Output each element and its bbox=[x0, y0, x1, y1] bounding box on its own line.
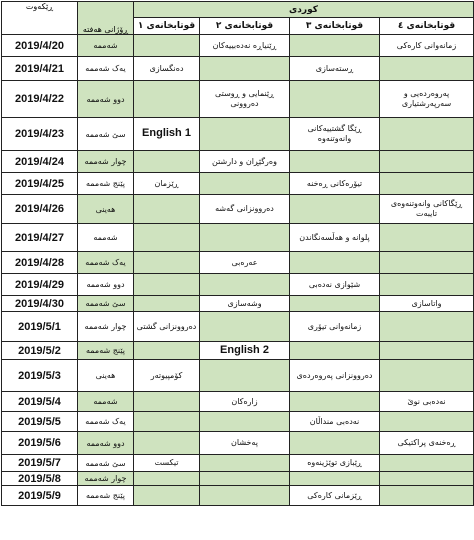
schedule-row bbox=[2, 296, 474, 312]
subject-cell-1 bbox=[134, 35, 200, 57]
channel-header-3: قوتابخانەی ٣ bbox=[290, 18, 380, 35]
header-row-top bbox=[2, 2, 474, 18]
date-cell: 2019/4/21 bbox=[2, 57, 78, 81]
subject-cell-2: دەروونزانی گەشە bbox=[200, 195, 290, 224]
subject-cell-3: پلوانە و هەڵسەنگاندن bbox=[290, 224, 380, 252]
weekday-cell: هەینی bbox=[78, 195, 134, 224]
weekday-cell: چوار شەممە bbox=[78, 312, 134, 342]
subject-cell-1 bbox=[134, 195, 200, 224]
subject-cell-4 bbox=[380, 455, 474, 472]
subject-cell-2: وەرگێڕان و دارشتن bbox=[200, 151, 290, 173]
weekday-cell: شەممە bbox=[78, 35, 134, 57]
date-cell: 2019/5/2 bbox=[2, 342, 78, 360]
schedule-row bbox=[2, 312, 474, 342]
schedule-row bbox=[2, 472, 474, 486]
subject-cell-1 bbox=[134, 472, 200, 486]
subject-cell-4 bbox=[380, 342, 474, 360]
weekday-cell: سێ شەممە bbox=[78, 455, 134, 472]
subject-cell-2: زارەکان bbox=[200, 392, 290, 412]
weekday-cell: چوار شەممە bbox=[78, 472, 134, 486]
subject-cell-4 bbox=[380, 486, 474, 506]
date-cell: 2019/4/24 bbox=[2, 151, 78, 173]
date-cell: 2019/5/3 bbox=[2, 360, 78, 392]
weekday-cell: سێ شەممە bbox=[78, 296, 134, 312]
weekday-cell: پێنج شەممە bbox=[78, 173, 134, 195]
schedule-row bbox=[2, 151, 474, 173]
subject-cell-3 bbox=[290, 35, 380, 57]
subject-cell-3 bbox=[290, 296, 380, 312]
schedule-row bbox=[2, 274, 474, 296]
subject-cell-3: نەدەبی منداڵان bbox=[290, 412, 380, 432]
subject-cell-2 bbox=[200, 173, 290, 195]
channel-header-4: قوتابخانەی ٤ bbox=[380, 18, 474, 35]
subject-cell-3: دەروونزانی پەروەردەی bbox=[290, 360, 380, 392]
subject-cell-4: پەروەردەیی و سەرپەرشتیاری bbox=[380, 81, 474, 118]
subject-cell-2 bbox=[200, 224, 290, 252]
subject-cell-3: تیۆرەکانی ڕەخنە bbox=[290, 173, 380, 195]
schedule-row bbox=[2, 455, 474, 472]
subject-cell-1: دەروونزانی گشتی bbox=[134, 312, 200, 342]
weekday-cell: یەک شەممە bbox=[78, 252, 134, 274]
subject-cell-4: زمانەوانی کارەکی bbox=[380, 35, 474, 57]
subject-cell-4: واتاسازی bbox=[380, 296, 474, 312]
subject-cell-2 bbox=[200, 312, 290, 342]
subject-cell-1 bbox=[134, 412, 200, 432]
subject-cell-2 bbox=[200, 412, 290, 432]
subject-cell-1 bbox=[134, 486, 200, 506]
subject-cell-3 bbox=[290, 342, 380, 360]
subject-cell-1 bbox=[134, 151, 200, 173]
subject-cell-2: وشەسازی bbox=[200, 296, 290, 312]
subject-cell-1 bbox=[134, 252, 200, 274]
weekday-cell: یەک شەممە bbox=[78, 57, 134, 81]
schedule-row bbox=[2, 252, 474, 274]
subject-cell-3: ڕستەسازی bbox=[290, 57, 380, 81]
date-header: ڕێکەوت bbox=[2, 2, 78, 35]
channel-header-1: قوتابخانەی ١ bbox=[134, 18, 200, 35]
date-cell: 2019/4/20 bbox=[2, 35, 78, 57]
subject-cell-1 bbox=[134, 432, 200, 455]
schedule-row bbox=[2, 118, 474, 151]
weekday-cell: پێنج شەممە bbox=[78, 342, 134, 360]
subject-cell-1 bbox=[134, 274, 200, 296]
date-cell: 2019/4/27 bbox=[2, 224, 78, 252]
date-cell: 2019/4/30 bbox=[2, 296, 78, 312]
subject-cell-2 bbox=[200, 455, 290, 472]
date-cell: 2019/4/22 bbox=[2, 81, 78, 118]
weekday-cell: سێ شەممە bbox=[78, 118, 134, 151]
subject-cell-2 bbox=[200, 360, 290, 392]
subject-cell-2: ڕێنمایی و ڕوستی دەروونی bbox=[200, 81, 290, 118]
date-cell: 2019/4/28 bbox=[2, 252, 78, 274]
schedule-row bbox=[2, 81, 474, 118]
subject-cell-1: دەنگسازی bbox=[134, 57, 200, 81]
weekday-cell: هەینی bbox=[78, 360, 134, 392]
subject-cell-1 bbox=[134, 296, 200, 312]
subject-cell-4 bbox=[380, 252, 474, 274]
subject-cell-4 bbox=[380, 312, 474, 342]
date-cell: 2019/4/25 bbox=[2, 173, 78, 195]
weekday-cell: دوو شەممە bbox=[78, 274, 134, 296]
subject-cell-2: پەخشان bbox=[200, 432, 290, 455]
subject-cell-3: ڕێبازی توێژینەوە bbox=[290, 455, 380, 472]
subject-cell-2 bbox=[200, 118, 290, 151]
subject-cell-4 bbox=[380, 224, 474, 252]
subject-cell-1: تیکست bbox=[134, 455, 200, 472]
subject-cell-3 bbox=[290, 195, 380, 224]
subject-cell-4 bbox=[380, 472, 474, 486]
date-cell: 2019/5/4 bbox=[2, 392, 78, 412]
date-cell: 2019/4/26 bbox=[2, 195, 78, 224]
subject-cell-3 bbox=[290, 432, 380, 455]
subject-cell-1: کۆمپیوتەر bbox=[134, 360, 200, 392]
subject-cell-1: English 1 bbox=[134, 118, 200, 151]
date-cell: 2019/5/7 bbox=[2, 455, 78, 472]
subject-cell-1: ڕێزمان bbox=[134, 173, 200, 195]
subject-cell-3 bbox=[290, 472, 380, 486]
subject-cell-4 bbox=[380, 274, 474, 296]
schedule-row bbox=[2, 35, 474, 57]
weekday-cell: شەممە bbox=[78, 392, 134, 412]
subject-cell-4 bbox=[380, 173, 474, 195]
date-cell: 2019/4/23 bbox=[2, 118, 78, 151]
weekday-cell: شەممە bbox=[78, 224, 134, 252]
subject-cell-2: English 2 bbox=[200, 342, 290, 360]
subject-cell-4: ڕەخنەی پراکتیکی bbox=[380, 432, 474, 455]
subject-cell-3: ڕێزمانی کارەکی bbox=[290, 486, 380, 506]
subject-cell-3: شێوازی نەدەبی bbox=[290, 274, 380, 296]
subject-cell-2 bbox=[200, 472, 290, 486]
subject-cell-1 bbox=[134, 224, 200, 252]
subject-cell-3 bbox=[290, 81, 380, 118]
subject-cell-3 bbox=[290, 252, 380, 274]
subject-cell-2: عەرەبی bbox=[200, 252, 290, 274]
schedule-row bbox=[2, 412, 474, 432]
weekday-cell: یەک شەممە bbox=[78, 412, 134, 432]
weekday-cell: چوار شەممە bbox=[78, 151, 134, 173]
weekday-cell: دوو شەممە bbox=[78, 432, 134, 455]
subject-cell-4 bbox=[380, 118, 474, 151]
schedule-row bbox=[2, 486, 474, 506]
subject-cell-3: زمانەوانی تیۆری bbox=[290, 312, 380, 342]
date-cell: 2019/4/29 bbox=[2, 274, 78, 296]
date-cell: 2019/5/5 bbox=[2, 412, 78, 432]
day-header: ڕۆژانی هەفتە bbox=[78, 2, 134, 35]
date-cell: 2019/5/8 bbox=[2, 472, 78, 486]
schedule-row bbox=[2, 432, 474, 455]
subject-cell-4 bbox=[380, 57, 474, 81]
subject-cell-3 bbox=[290, 151, 380, 173]
schedule-row bbox=[2, 342, 474, 360]
schedule-row bbox=[2, 224, 474, 252]
group-header: کوردی bbox=[134, 2, 474, 18]
subject-cell-1 bbox=[134, 81, 200, 118]
schedule-row bbox=[2, 57, 474, 81]
subject-cell-2 bbox=[200, 486, 290, 506]
date-cell: 2019/5/6 bbox=[2, 432, 78, 455]
weekday-cell: دوو شەممە bbox=[78, 81, 134, 118]
subject-cell-4 bbox=[380, 360, 474, 392]
schedule-row bbox=[2, 392, 474, 412]
weekday-cell: پێنج شەممە bbox=[78, 486, 134, 506]
subject-cell-2: ڕێنیاڕە نەدەبییەکان bbox=[200, 35, 290, 57]
subject-cell-1 bbox=[134, 392, 200, 412]
subject-cell-4: ڕێگاکانی وانەوتنەوەی تایبەت bbox=[380, 195, 474, 224]
date-cell: 2019/5/1 bbox=[2, 312, 78, 342]
subject-cell-4: نەدەبی نوێ bbox=[380, 392, 474, 412]
schedule-row bbox=[2, 360, 474, 392]
subject-cell-2 bbox=[200, 57, 290, 81]
subject-cell-4 bbox=[380, 412, 474, 432]
schedule-row bbox=[2, 195, 474, 224]
subject-cell-2 bbox=[200, 274, 290, 296]
channel-header-2: قوتابخانەی ٢ bbox=[200, 18, 290, 35]
schedule-row bbox=[2, 173, 474, 195]
date-cell: 2019/5/9 bbox=[2, 486, 78, 506]
subject-cell-4 bbox=[380, 151, 474, 173]
subject-cell-3: ڕێگا گشتییەکانی وانەوتنەوە bbox=[290, 118, 380, 151]
subject-cell-3 bbox=[290, 392, 380, 412]
exam-schedule-table bbox=[1, 1, 474, 506]
subject-cell-1 bbox=[134, 342, 200, 360]
